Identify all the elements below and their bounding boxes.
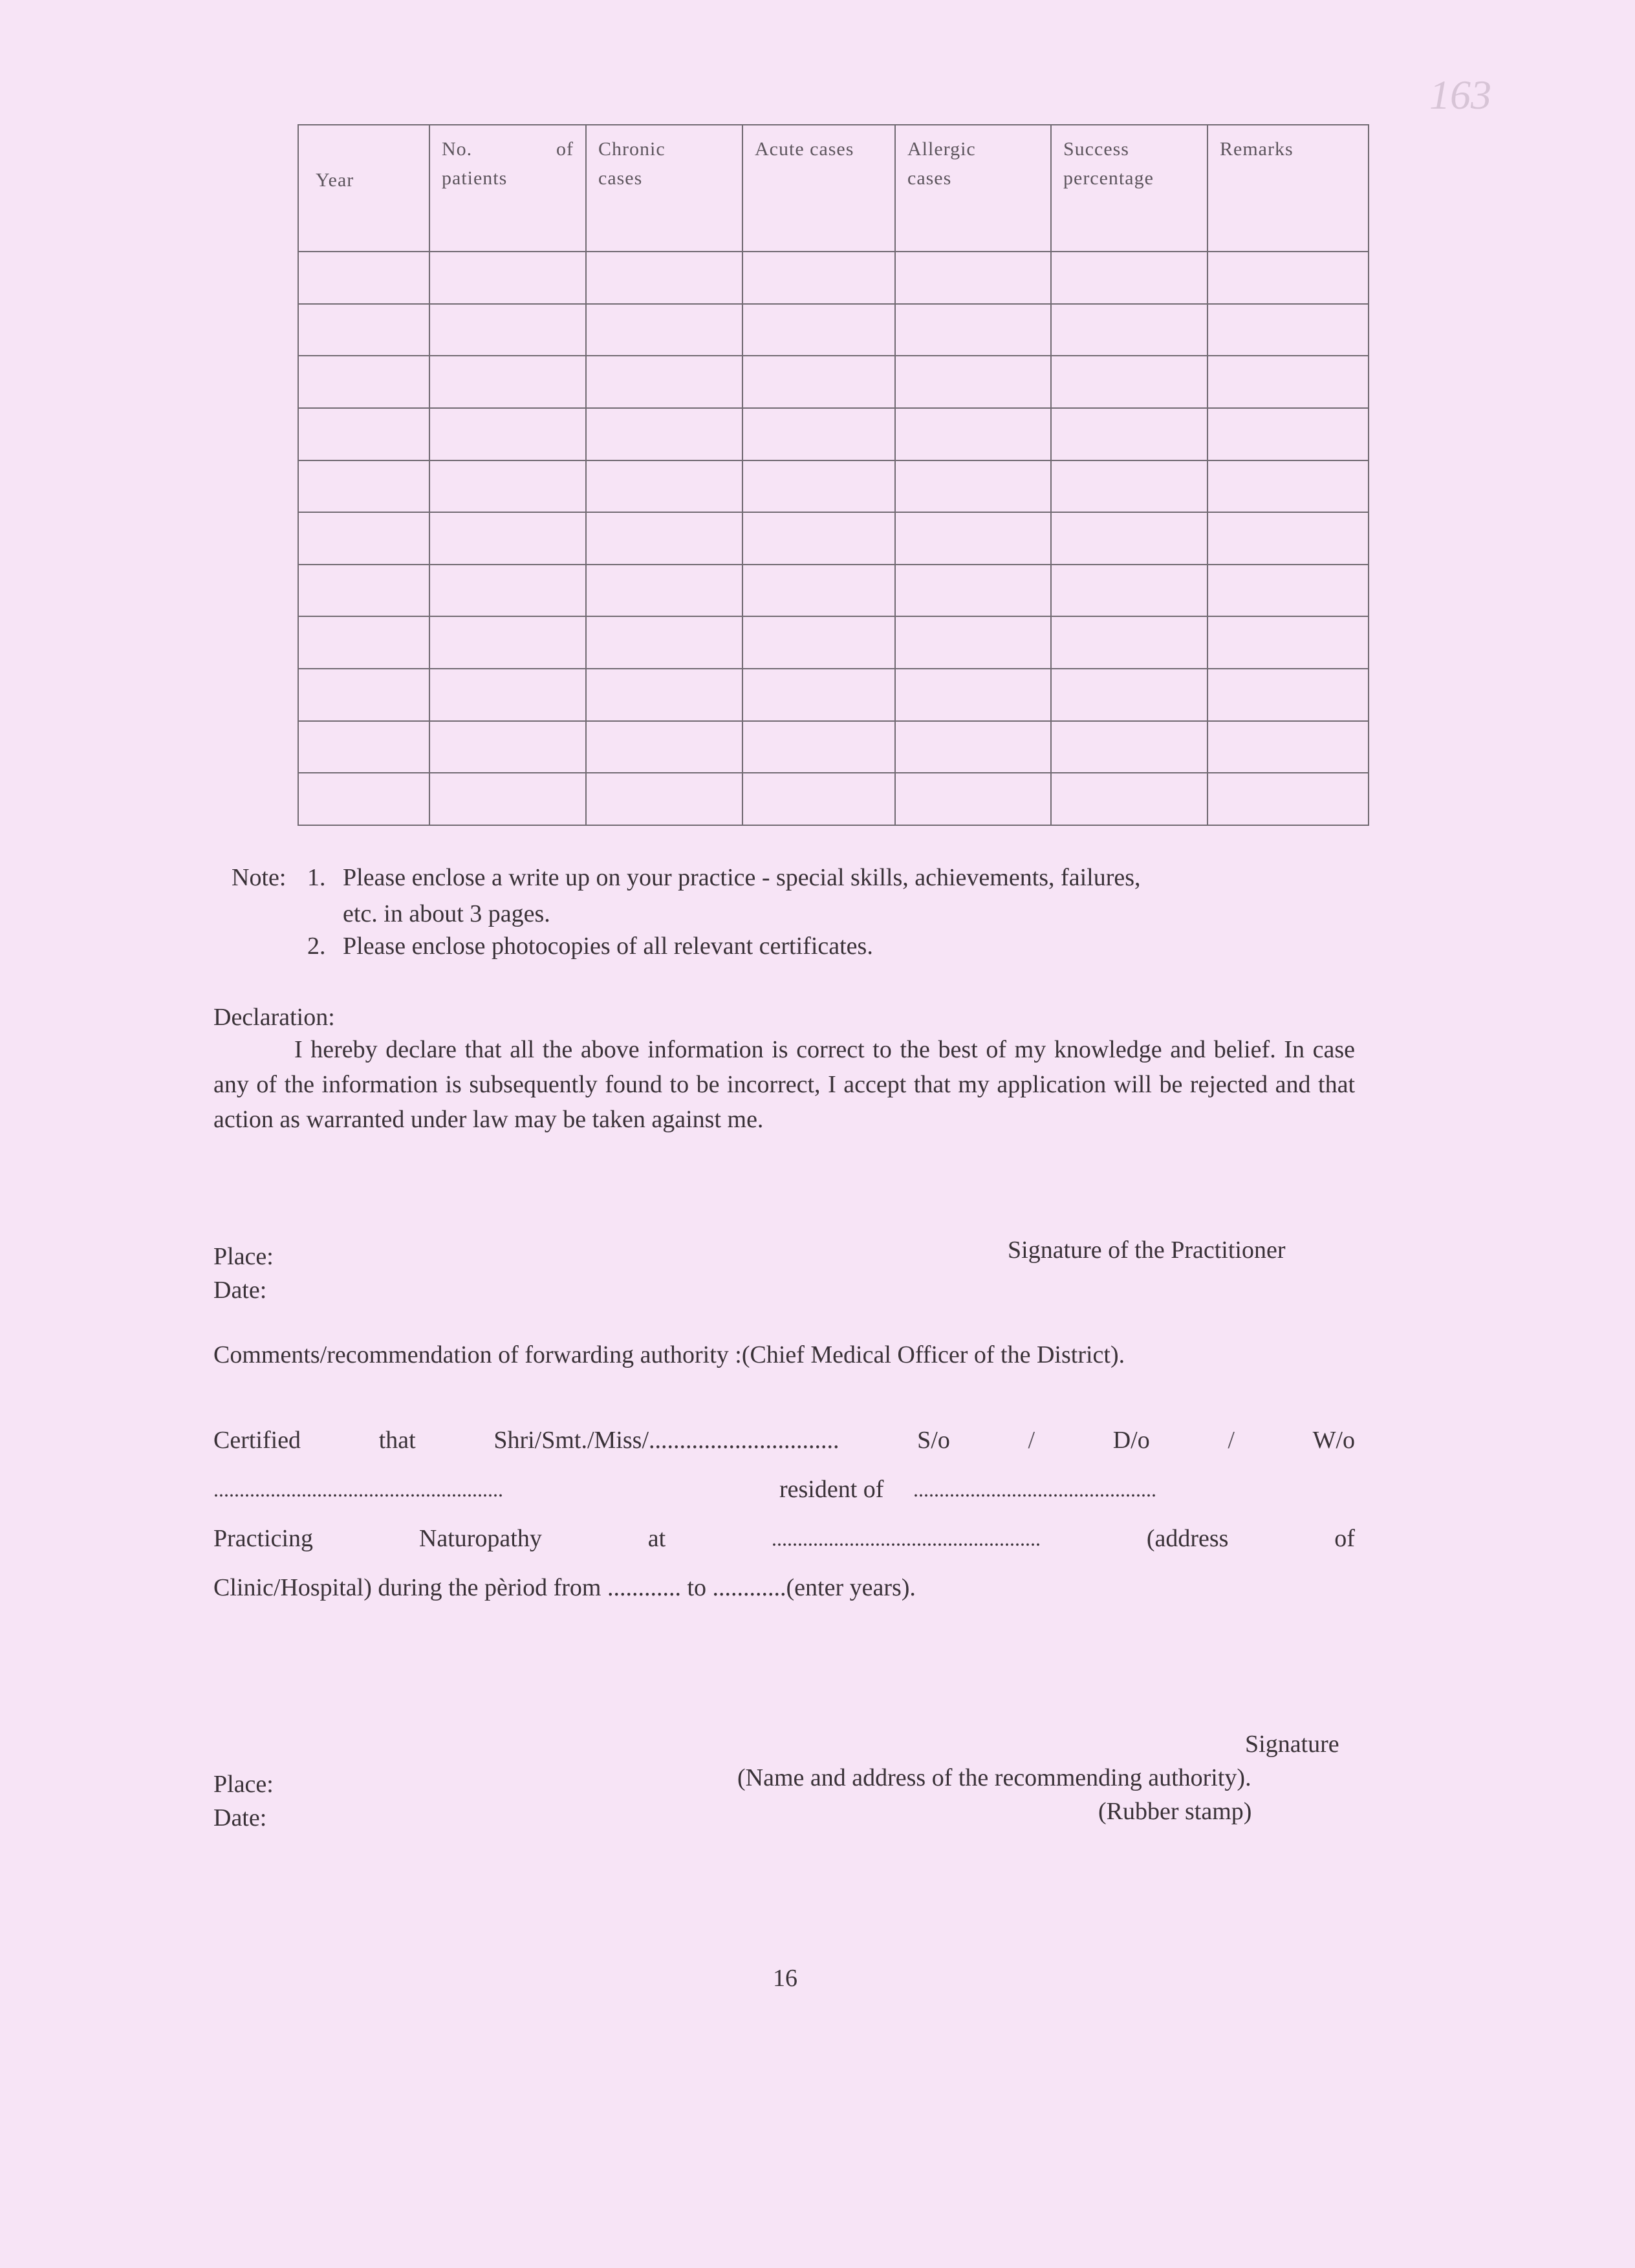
table-cell [586,304,742,356]
address-blank: .................................................... [771,1527,1041,1550]
table-row [298,616,1369,669]
table-cell [742,356,895,408]
slash-separator: / [1228,1427,1235,1454]
table-cell [298,721,429,773]
relation-name-blank: ........................................................ [213,1478,503,1501]
table-row [298,304,1369,356]
column-header-success: Success percentage [1051,125,1207,252]
table-cell [1207,616,1369,669]
slash-separator: / [1028,1427,1035,1454]
certified-word: Certified [213,1427,301,1454]
table-cell [429,565,586,617]
table-cell [742,669,895,721]
table-cell [1207,669,1369,721]
wife-of-label: W/o [1312,1427,1355,1454]
table-row [298,252,1369,304]
note-2-number: 2. [307,933,326,960]
table-cell [1207,565,1369,617]
table-cell [298,616,429,669]
handwritten-page-mark: 163 [1429,72,1491,118]
table-cell [429,460,586,513]
table-cell [429,669,586,721]
table-cell [429,408,586,460]
table-cell [895,721,1051,773]
note-1-text-cont: etc. in about 3 pages. [343,900,550,927]
table-row [298,773,1369,825]
table-cell [1051,252,1207,304]
table-cell [742,304,895,356]
table-cell [1207,304,1369,356]
table-cell [895,669,1051,721]
table-cell [1051,773,1207,825]
table-row [298,512,1369,565]
table-cell [429,512,586,565]
table-cell [586,616,742,669]
table-cell [1051,721,1207,773]
table-cell [298,512,429,565]
practitioner-place-label: Place: [213,1243,274,1270]
authority-place-label: Place: [213,1771,274,1798]
table-cell [429,356,586,408]
table-cell [742,512,895,565]
table-cell [429,721,586,773]
practice-record-table [298,124,1369,826]
table-cell [1207,460,1369,513]
table-row [298,356,1369,408]
column-header-remarks: Remarks [1207,125,1369,252]
table-row [298,669,1369,721]
table-cell [742,408,895,460]
column-header-allergic: Allergic cases [895,125,1051,252]
page-number: 16 [773,1965,797,1992]
table-cell [895,512,1051,565]
that-word: that [378,1427,416,1454]
table-cell [1051,408,1207,460]
table-cell [1051,356,1207,408]
table-cell [586,460,742,513]
table-cell [298,460,429,513]
practitioner-date-label: Date: [213,1277,267,1304]
table-cell [298,304,429,356]
table-cell [298,669,429,721]
table-cell [895,356,1051,408]
table-cell [1207,773,1369,825]
declaration-heading: Declaration: [213,1004,335,1031]
note-2-text: Please enclose photocopies of all relevant certificates. [343,933,873,960]
table-cell [1051,304,1207,356]
table-cell [895,773,1051,825]
table-cell [1207,252,1369,304]
table-cell [298,356,429,408]
practicing-line [213,1521,1355,1556]
table-cell [742,252,895,304]
table-cell [298,565,429,617]
daughter-of-label: D/o [1112,1427,1150,1454]
table-row [298,460,1369,513]
table-cell [429,252,586,304]
table-cell [429,304,586,356]
period-line: Clinic/Hospital) during the pèriod from ............ to ............(enter years). [213,1574,916,1601]
table-cell [586,356,742,408]
authority-name-address-label: (Name and address of the recommending authority). [737,1764,1251,1791]
table-cell [895,565,1051,617]
table-cell [429,773,586,825]
rubber-stamp-label: (Rubber stamp) [1098,1798,1252,1825]
table-cell [1051,565,1207,617]
table-cell [895,460,1051,513]
declaration-body: I hereby declare that all the above information is correct to the best of my knowledge and belief. In case any of the information is subsequently found to be incorrect, I accept that my application will be rejected and that action as warranted under law may be taken against me. [213,1036,1355,1133]
table-cell [1051,512,1207,565]
certified-line-1 [213,1423,1355,1458]
at-word: at [647,1525,666,1552]
table-cell [742,460,895,513]
table-cell [1207,721,1369,773]
column-header-year: Year [298,125,429,252]
table-cell [895,408,1051,460]
table-cell [298,408,429,460]
authority-date-label: Date: [213,1804,267,1831]
table-cell [742,773,895,825]
table-cell [1207,408,1369,460]
table-cell [429,616,586,669]
table-row [298,408,1369,460]
of-word: of [1334,1525,1355,1552]
table-cell [895,304,1051,356]
table-cell [1051,616,1207,669]
table-cell [895,616,1051,669]
name-blank: Shri/Smt./Miss/............................... [493,1427,839,1454]
table-cell [586,252,742,304]
table-cell [1207,356,1369,408]
note-1-number: 1. [307,864,326,891]
table-cell [742,565,895,617]
table-cell [298,252,429,304]
table-cell [586,408,742,460]
column-header-acute: Acute cases [742,125,895,252]
table-cell [742,721,895,773]
table-cell [298,773,429,825]
son-of-label: S/o [917,1427,950,1454]
table-row [298,565,1369,617]
table-header-row [298,125,1369,252]
table-row [298,721,1369,773]
note-label: Note: [232,864,287,891]
table-cell [586,669,742,721]
table-cell [586,721,742,773]
practicing-word: Practicing [213,1525,314,1552]
table-cell [1051,669,1207,721]
table-cell [586,512,742,565]
table-cell [1207,512,1369,565]
residence-blank: ............................................... [913,1478,1156,1501]
table-cell [742,616,895,669]
table-cell [586,773,742,825]
column-header-chronic: Chronic cases [586,125,742,252]
table-cell [586,565,742,617]
naturopathy-word: Naturopathy [418,1525,542,1552]
note-1-text: Please enclose a write up on your practice - special skills, achievements, failures, [343,864,1141,891]
table-cell [1051,460,1207,513]
column-header-patients: No. of patients [429,125,586,252]
practitioner-signature-label: Signature of the Practitioner [1008,1237,1286,1264]
forwarding-heading: Comments/recommendation of forwarding authority :(Chief Medical Officer of the District). [213,1341,1125,1368]
resident-of-label: resident of [779,1476,884,1503]
address-label: (address [1146,1525,1229,1552]
authority-signature-label: Signature [1245,1731,1339,1758]
table-cell [895,252,1051,304]
